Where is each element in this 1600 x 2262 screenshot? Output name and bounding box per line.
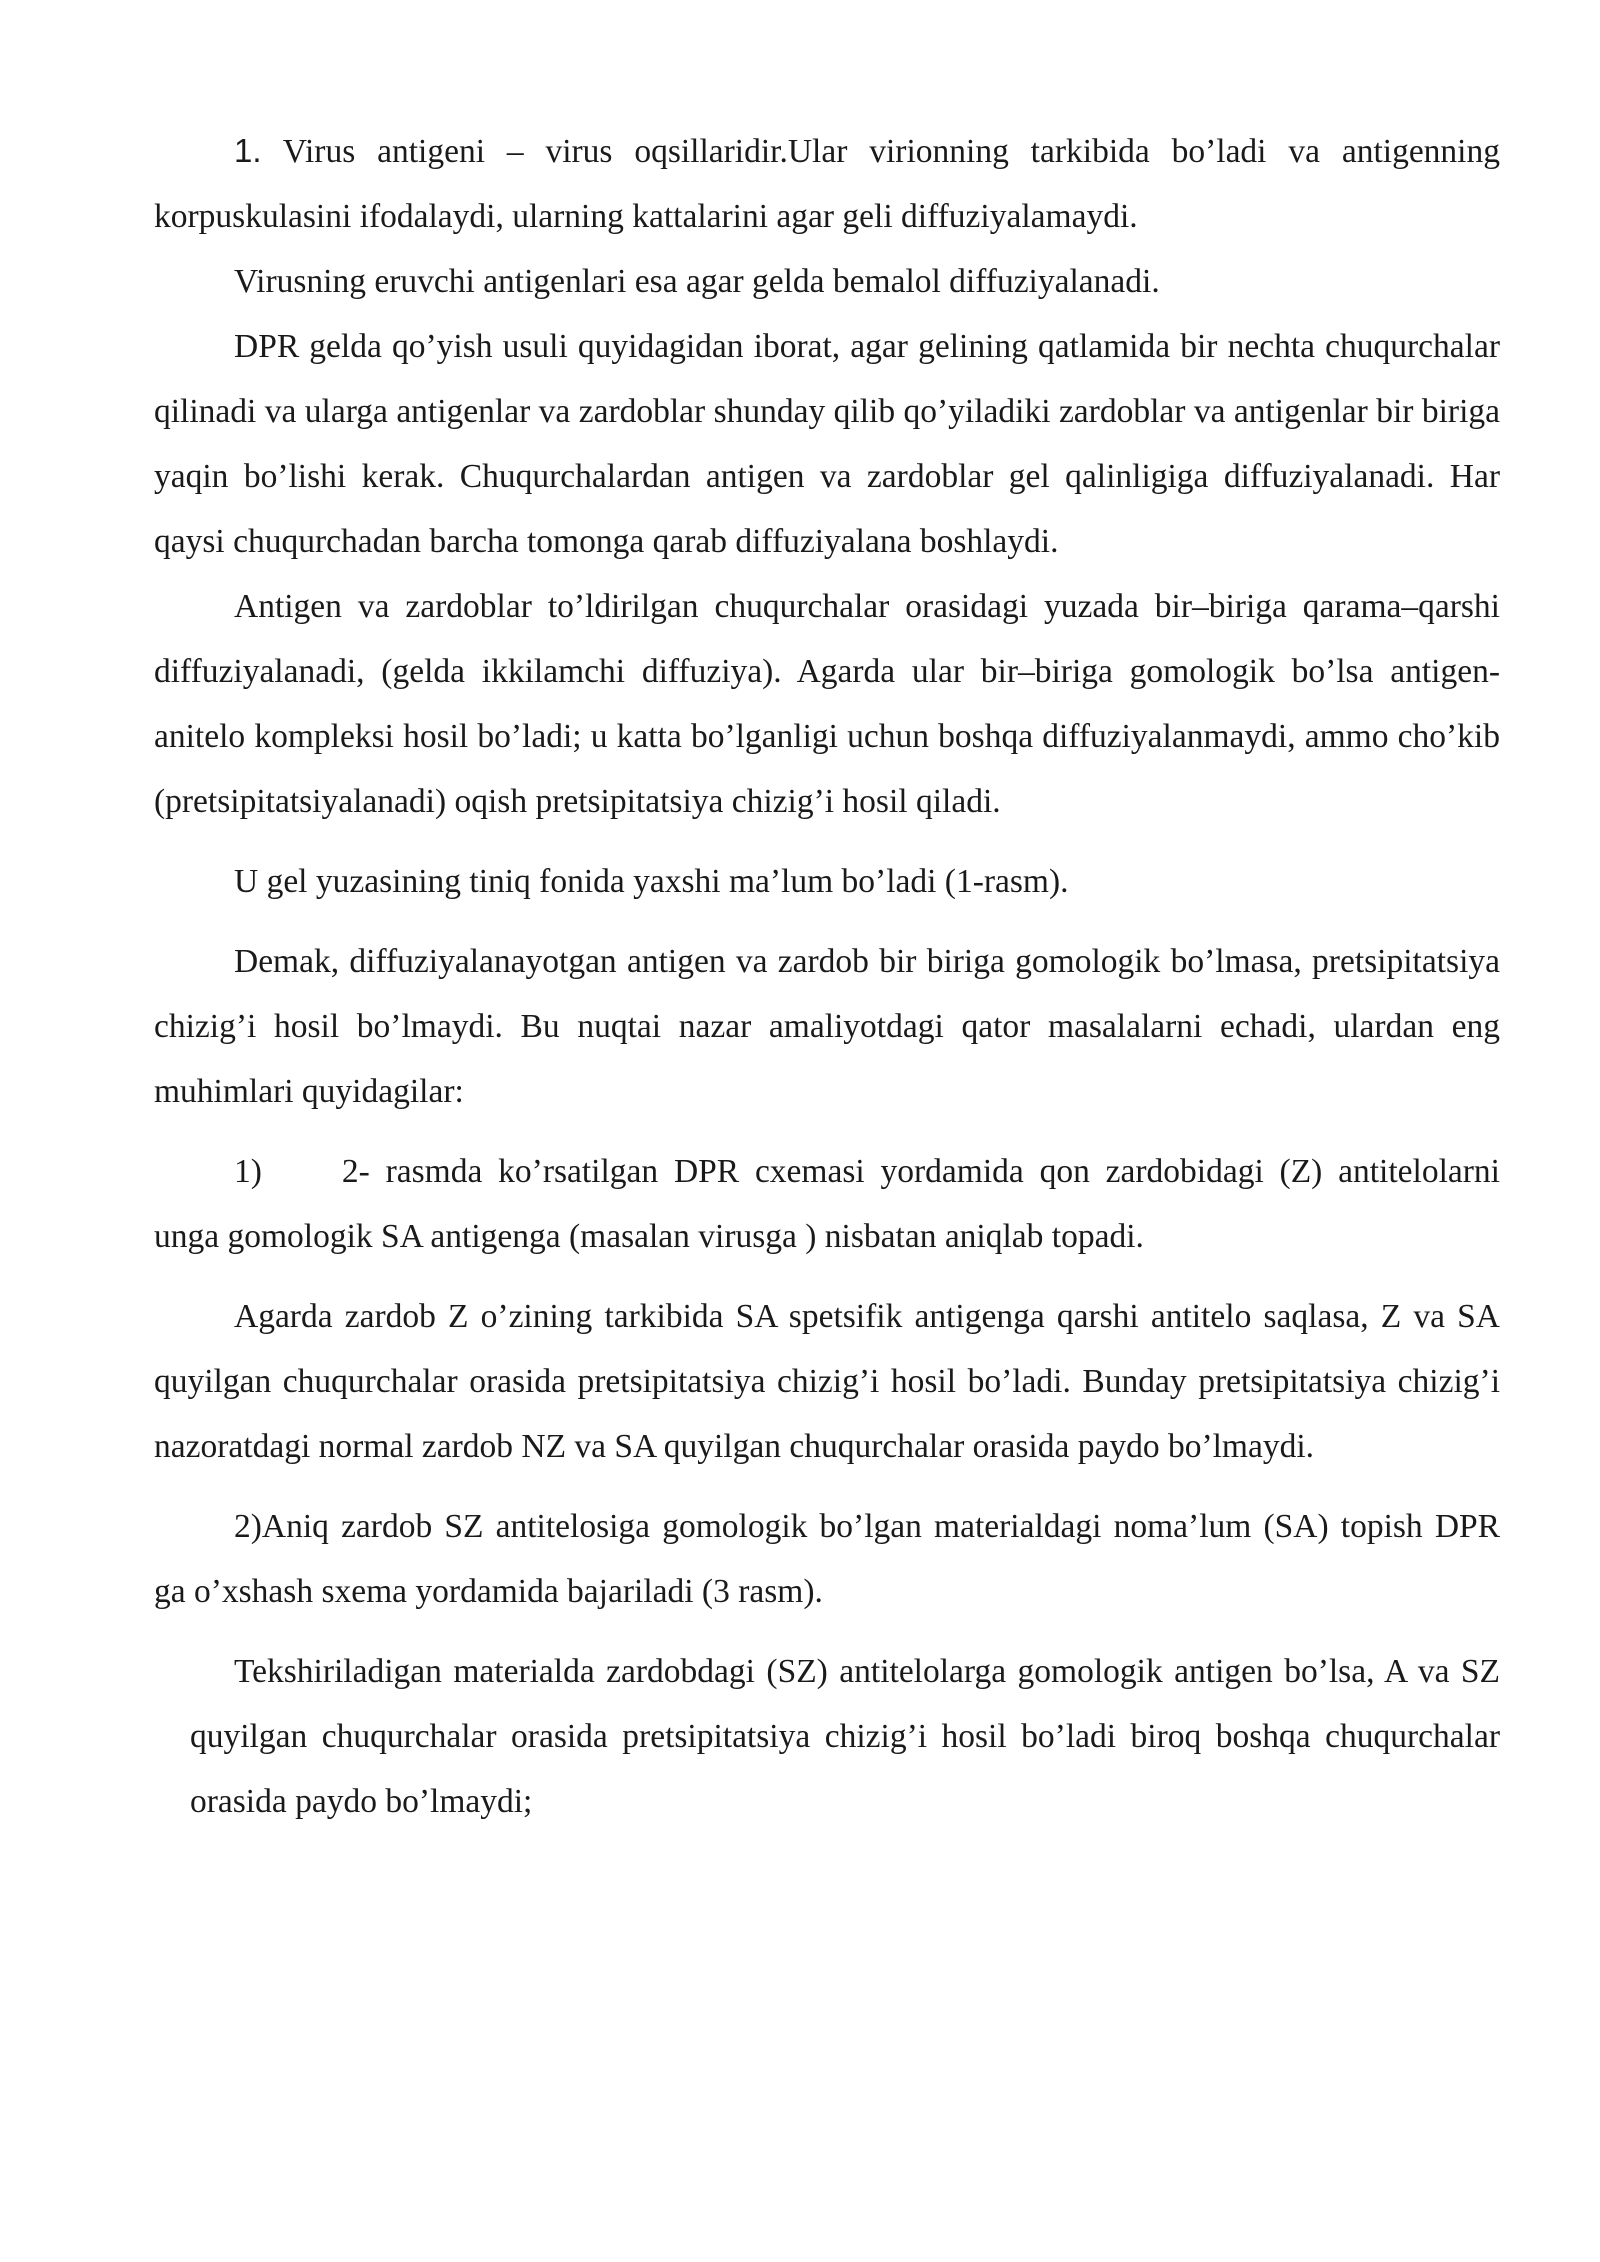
document-body xyxy=(154,118,1500,1834)
list-item-text: 2- rasmda ko’rsatilgan DPR cxemasi yordamida qon zardobidagi (Z) antitelolarni unga gomologik SA antigenga (masalan virusga ) nisbatan aniqlab topadi. xyxy=(154,1153,1500,1255)
paragraph-6: Demak, diffuziyalanayotgan antigen va zardob bir biriga gomologik bo’lmasa, pretsipitatsiya chizig’i hosil bo’lmaydi. Bu nuqtai nazar amaliyotdagi qator masalalarni echadi, ulardan eng muhimlari quyidagilar: xyxy=(154,943,1500,1110)
paragraph-9: 2)Aniq zardob SZ antitelosiga gomologik bo’lgan materialdagi noma’lum (SA) topish DPR ga o’xshash sxema yordamida bajariladi (3 rasm). xyxy=(154,1508,1500,1610)
paragraph-text: Virus antigeni – virus oqsillaridir.Ular virionning tarkibida bo’ladi va antigenning korpuskulasini ifodalaydi, ularning kattalarini agar geli diffuziyalamaydi. xyxy=(154,133,1500,235)
paragraph-number: 1. xyxy=(234,132,262,169)
paragraph-10: Tekshiriladigan materialda zardobdagi (SZ) antitelolarga gomologik antigen bo’lsa, A va SZ quyilgan chuqurchalar orasida pretsipitatsiya chizig’i hosil bo’ladi biroq boshqa chuqurchalar orasida paydo bo’lmaydi; xyxy=(190,1653,1500,1820)
paragraph-3: DPR gelda qo’yish usuli quyidagidan iborat, agar gelining qatlamida bir nechta chuqurchalar qilinadi va ularga antigenlar va zardoblar shunday qilib qo’yiladiki zardoblar va antigenlar bir biriga yaqin bo’lishi kerak. Chuqurchalardan antigen va zardoblar gel qalinligiga diffuziyalanadi. Har qaysi chuqurchadan barcha tomonga qarab diffuziyalana boshlaydi. xyxy=(154,328,1500,560)
paragraph-4: Antigen va zardoblar to’ldirilgan chuqurchalar orasidagi yuzada bir–biriga qarama–qarshi diffuziyalanadi, (gelda ikkilamchi diffuziya). Agarda ular bir–biriga gomologik bo’lsa antigen- anitelo kompleksi hosil bo’ladi; u katta bo’lganligi uchun boshqa diffuziyalanmaydi, ammo cho’kib (pretsipitatsiyalanadi) oqish pretsipitatsiya chizig’i hosil qiladi. xyxy=(154,588,1500,820)
paragraph-1 xyxy=(154,118,1500,249)
list-number: 1) xyxy=(234,1153,262,1190)
paragraph-2: Virusning eruvchi antigenlari esa agar gelda bemalol diffuziyalanadi. xyxy=(234,263,1160,300)
paragraph-5: U gel yuzasining tiniq fonida yaxshi ma’lum bo’ladi (1-rasm). xyxy=(234,863,1069,900)
paragraph-7 xyxy=(154,1139,1500,1269)
paragraph-8: Agarda zardob Z o’zining tarkibida SA spetsifik antigenga qarshi antitelo saqlasa, Z va SA quyilgan chuqurchalar orasida pretsipitatsiya chizig’i hosil bo’ladi. Bunday pretsipitatsiya chizig’i nazoratdagi normal zardob NZ va SA quyilgan chuqurchalar orasida paydo bo’lmaydi. xyxy=(154,1298,1500,1465)
